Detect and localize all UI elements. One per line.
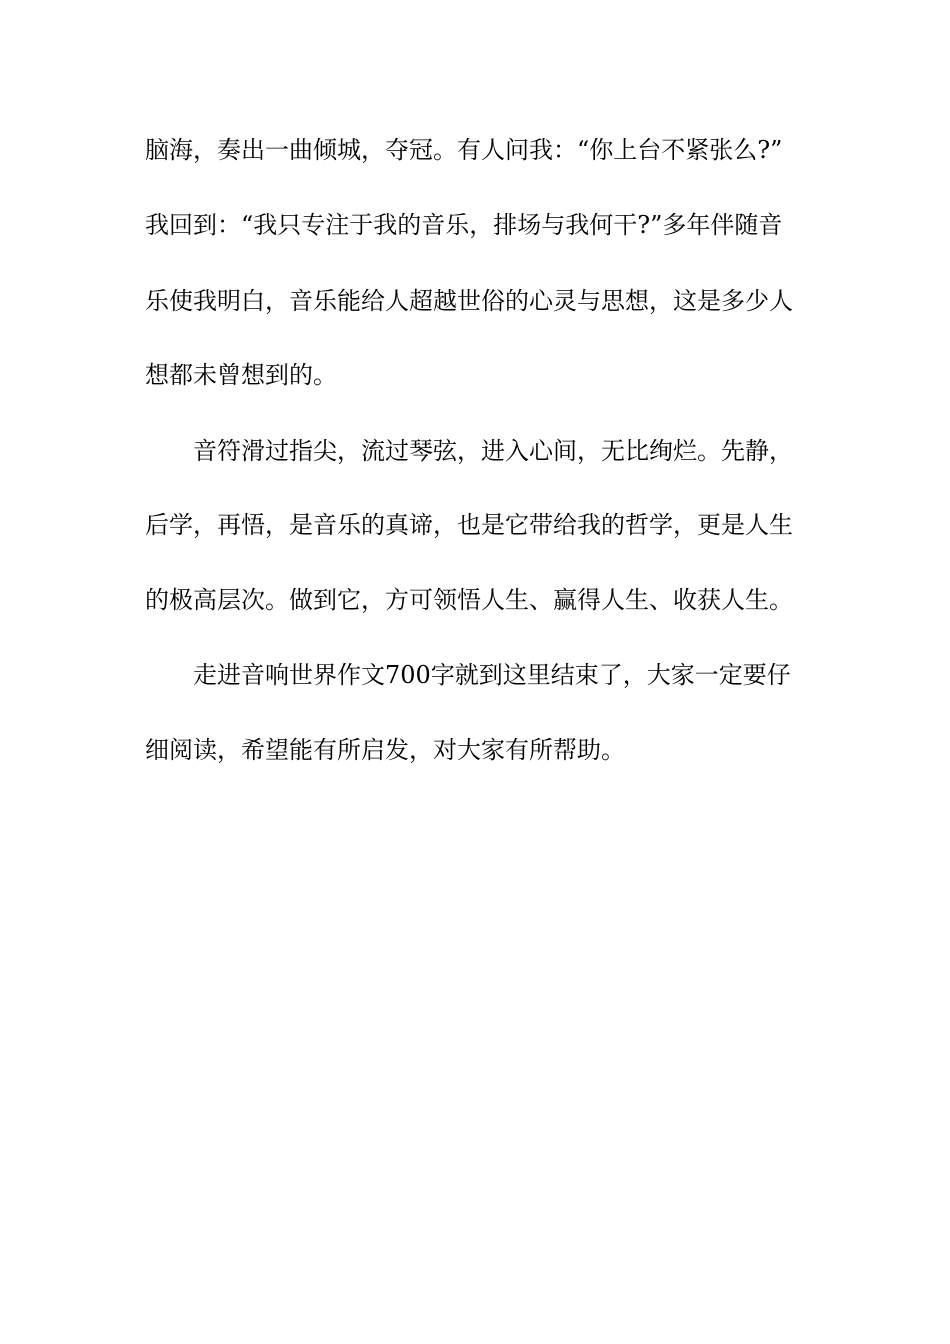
paragraph-line: 想都未曾想到的。 (145, 361, 337, 389)
paragraph-line: 脑海，奏出一曲倾城，夺冠。有人问我：“你上台不紧张么?” (145, 136, 783, 164)
paragraph-line: 我回到：“我只专注于我的音乐，排场与我何干?”多年伴随音 (145, 211, 783, 239)
paragraph-line: 乐使我明白，音乐能给人超越世俗的心灵与思想，这是多少人 (145, 287, 793, 315)
paragraph-line: 细阅读，希望能有所启发，对大家有所帮助。 (145, 736, 625, 764)
paragraph-line: 后学，再悟，是音乐的真谛，也是它带给我的哲学，更是人生 (145, 511, 793, 539)
paragraph-line: 音符滑过指尖，流过琴弦，进入心间，无比绚烂。先静， (193, 437, 793, 465)
paragraph-line: 走进音响世界作文700字就到这里结束了，大家一定要仔 (193, 661, 791, 689)
paragraph-line: 的极高层次。做到它，方可领悟人生、赢得人生、收获人生。 (145, 586, 793, 614)
